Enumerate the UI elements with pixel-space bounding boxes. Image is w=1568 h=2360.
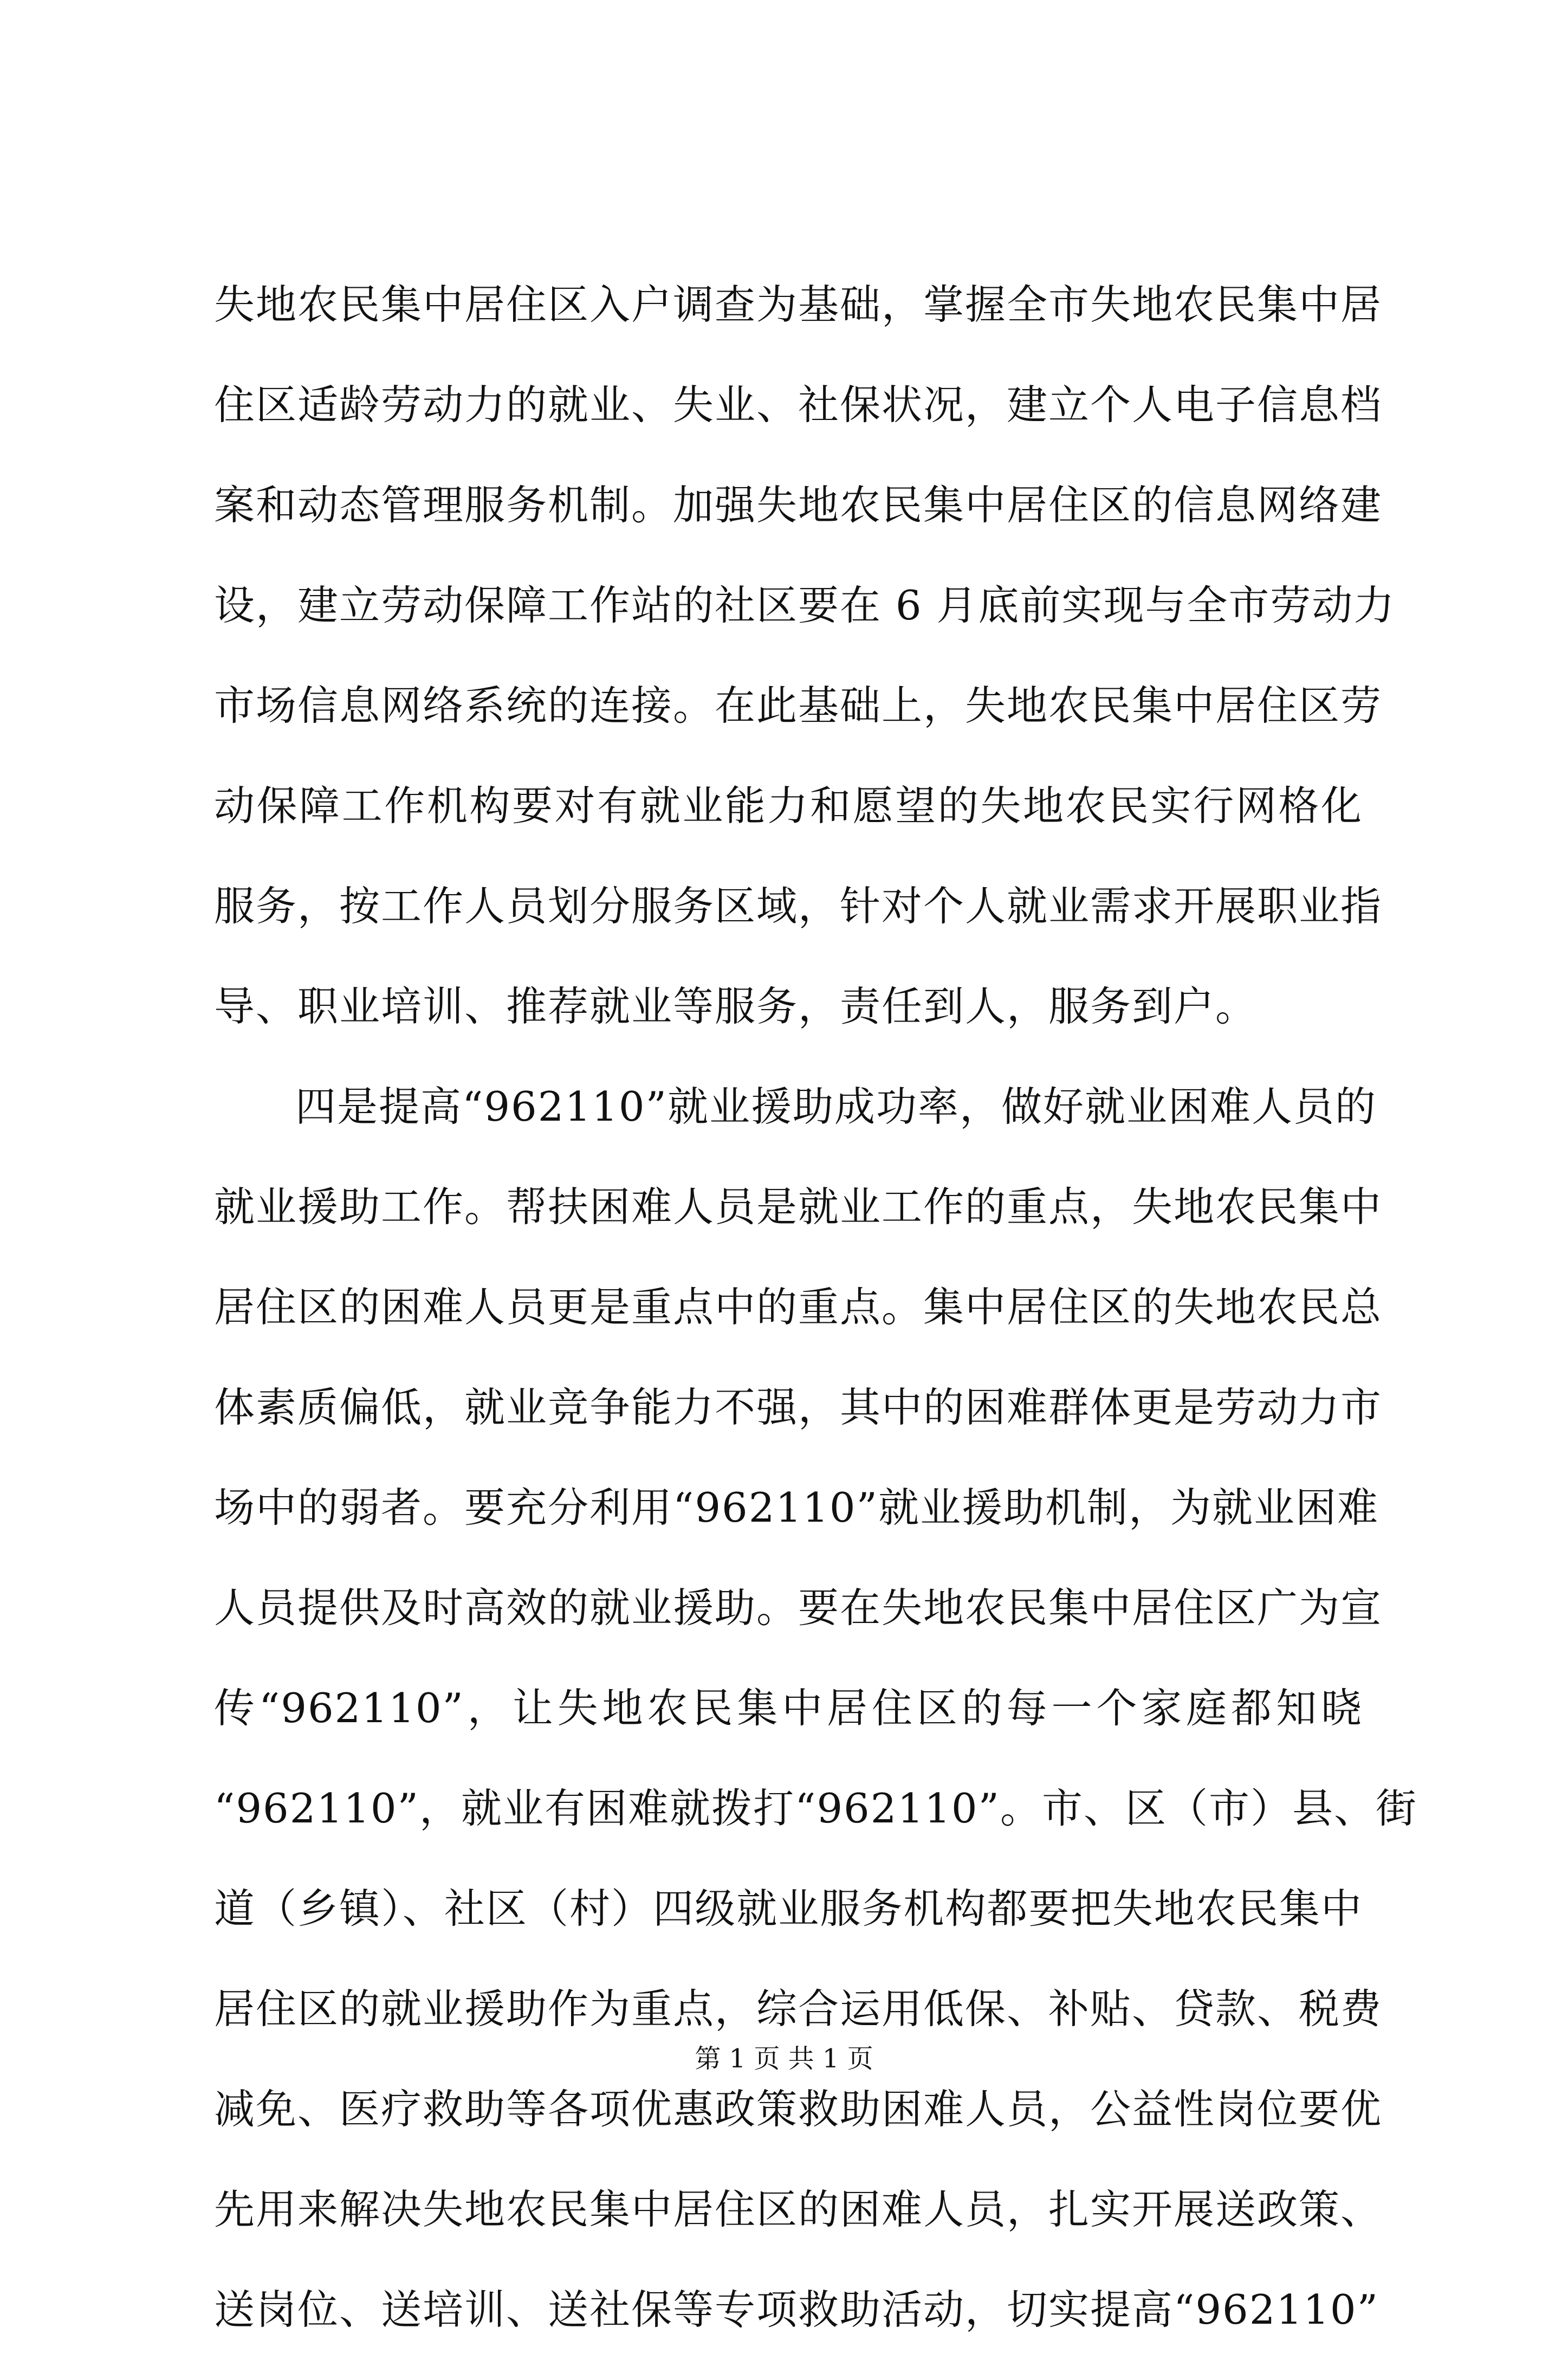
text-line: 居住区的困难人员更是重点中的重点。集中居住区的失地农民总	[214, 1283, 1383, 1331]
text-line: 居住区的就业援助作为重点，综合运用低保、补贴、贷款、税费	[214, 1985, 1383, 2033]
text-line: 传“962110”，让失地农民集中居住区的每一个家庭都知晓	[214, 1684, 1363, 1732]
text-line: 市场信息网络系统的连接。在此基础上，失地农民集中居住区劳	[214, 682, 1383, 729]
text-line: 导、职业培训、推荐就业等服务，责任到人，服务到户。	[214, 982, 1258, 1030]
text-line: 案和动态管理服务机制。加强失地农民集中居住区的信息网络建	[214, 481, 1383, 529]
paragraph-start-line: 四是提高“962110”就业援助成功率，做好就业困难人员的	[295, 1083, 1377, 1130]
text-line: 住区适龄劳动力的就业、失业、社保状况，建立个人电子信息档	[214, 381, 1383, 429]
text-line: 失地农民集中居住区入户调查为基础，掌握全市失地农民集中居	[214, 281, 1383, 328]
page-number-label: 第 1 页 共 1 页	[695, 2044, 873, 2074]
text-line: 就业援助工作。帮扶困难人员是就业工作的重点，失地农民集中	[214, 1183, 1383, 1231]
text-line: 减免、医疗救助等各项优惠政策救助困难人员，公益性岗位要优	[214, 2085, 1383, 2133]
page-footer	[0, 2038, 1568, 2075]
text-line: “962110”，就业有困难就拨打“962110”。市、区（市）县、街	[214, 1784, 1417, 1832]
text-line: 先用来解决失地农民集中居住区的困难人员，扎实开展送政策、	[214, 2186, 1383, 2233]
text-line: 设，建立劳动保障工作站的社区要在 6 月底前实现与全市劳动力	[214, 581, 1396, 629]
text-line: 动保障工作机构要对有就业能力和愿望的失地农民实行网格化	[214, 782, 1363, 830]
text-line: 送岗位、送培训、送社保等专项救助活动，切实提高“962110”	[214, 2286, 1379, 2333]
text-line: 体素质偏低，就业竞争能力不强，其中的困难群体更是劳动力市	[214, 1383, 1383, 1431]
text-line: 道（乡镇）、社区（村）四级就业服务机构都要把失地农民集中	[214, 1885, 1363, 1932]
text-line: 场中的弱者。要充分利用“962110”就业援助机制，为就业困难	[214, 1484, 1379, 1531]
text-line: 服务，按工作人员划分服务区域，针对个人就业需求开展职业指	[214, 882, 1383, 930]
text-line: 人员提供及时高效的就业援助。要在失地农民集中居住区广为宣	[214, 1584, 1383, 1632]
